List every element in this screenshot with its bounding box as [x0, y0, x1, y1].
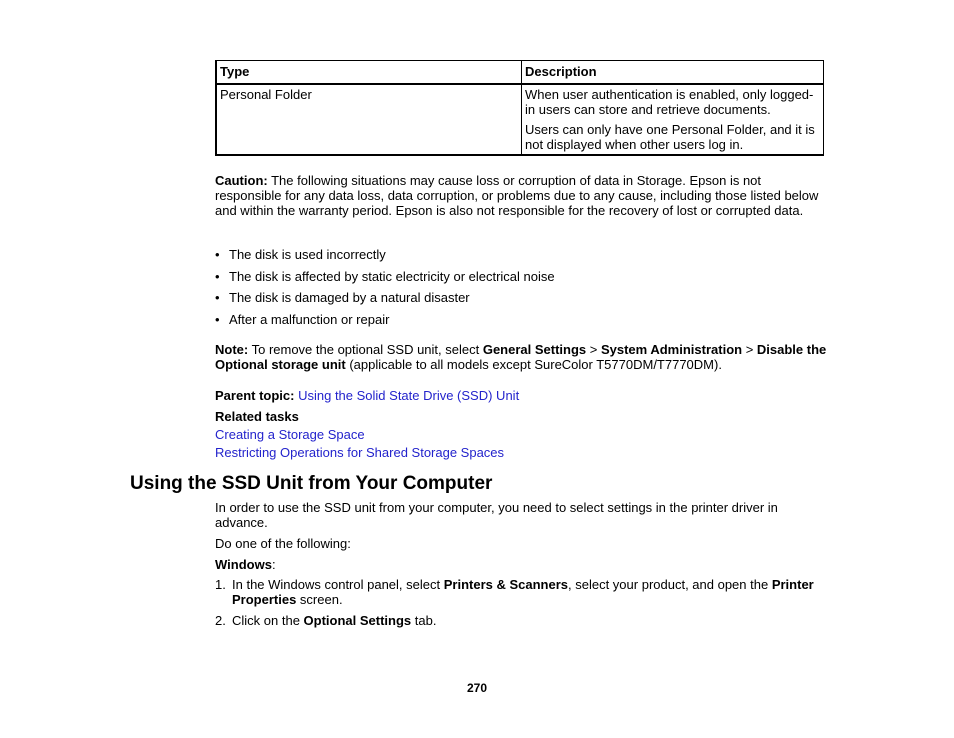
step-number: 2. — [215, 613, 226, 628]
list-item-text: The disk is used incorrectly — [229, 247, 386, 262]
printer-properties-label: Printer Properties — [232, 577, 814, 607]
step-number: 1. — [215, 577, 226, 592]
note-separator: > — [742, 342, 757, 357]
section-title: Using the SSD Unit from Your Computer — [130, 473, 493, 494]
list-item — [215, 268, 555, 290]
windows-steps — [215, 577, 825, 634]
do-one-text: Do one of the following: — [215, 536, 351, 551]
step-text: , select your product, and open the — [568, 577, 772, 592]
storage-type-table — [215, 60, 824, 156]
list-item — [215, 289, 555, 311]
bullet-icon: • — [215, 268, 220, 284]
caution-label: Caution: — [215, 173, 268, 188]
step-text: Click on the — [232, 613, 304, 628]
list-item-text: The disk is affected by static electricity or electrical noise — [229, 268, 555, 284]
list-item — [215, 311, 555, 333]
note-text: To remove the optional SSD unit, select — [248, 342, 483, 357]
list-item-text: After a malfunction or repair — [229, 311, 390, 327]
bullet-icon: • — [215, 311, 220, 327]
related-task-link[interactable]: Creating a Storage Space — [215, 427, 365, 442]
list-item — [215, 246, 555, 268]
description-paragraph: When user authentication is enabled, only logged-in users can store and retrieve documents. — [525, 87, 814, 117]
caution-text: The following situations may cause loss or corruption of data in Storage. Epson is not responsible for any data loss, data corruption, or problems due to any cause, including those listed below and within the warranty period. Epson is also not responsible for the recovery of lost or corrupted data. — [215, 173, 819, 218]
menu-system-administration: System Administration — [600, 342, 743, 357]
bullet-icon: • — [215, 290, 220, 305]
windows-heading — [215, 557, 276, 572]
page-number: 270 — [466, 681, 488, 695]
note-label: Note: — [215, 342, 249, 357]
windows-label: Windows — [215, 557, 272, 572]
note-text: (applicable to all models except SureColor T5770DM/T7770DM). — [345, 357, 722, 372]
section-intro: In order to use the SSD unit from your computer, you need to select settings in the printer driver in advance. — [215, 500, 778, 530]
windows-colon: : — [271, 557, 276, 572]
table-row — [216, 84, 824, 155]
step-text: screen. — [296, 592, 343, 607]
note-paragraph — [215, 342, 827, 372]
table-cell-description — [522, 84, 824, 155]
step-text: In the Windows control panel, select — [232, 577, 444, 592]
step-item — [215, 577, 825, 607]
table-header-description: Description — [522, 61, 824, 85]
optional-settings-label: Optional Settings — [303, 613, 412, 628]
parent-topic-label: Parent topic: — [215, 388, 295, 403]
bullet-icon: • — [215, 247, 220, 262]
parent-topic — [215, 388, 519, 403]
related-tasks-heading: Related tasks — [215, 409, 299, 424]
menu-general-settings: General Settings — [482, 342, 587, 357]
note-separator: > — [586, 342, 601, 357]
step-item — [215, 613, 825, 628]
step-text: tab. — [411, 613, 437, 628]
menu-disable-storage: Disable the Optional storage unit — [215, 342, 827, 372]
table-cell-type: Personal Folder — [216, 84, 522, 155]
table-header-type: Type — [216, 61, 522, 85]
parent-topic-link[interactable]: Using the Solid State Drive (SSD) Unit — [298, 388, 520, 403]
related-task-link[interactable]: Restricting Operations for Shared Storage Spaces — [215, 445, 505, 460]
description-paragraph: Users can only have one Personal Folder, and it is not displayed when other users log in. — [525, 122, 815, 152]
printers-scanners-label: Printers & Scanners — [443, 577, 569, 592]
table-header-row — [216, 61, 824, 85]
caution-list — [215, 246, 555, 332]
list-item-text: The disk is damaged by a natural disaster — [229, 290, 470, 305]
caution-paragraph — [215, 173, 823, 218]
